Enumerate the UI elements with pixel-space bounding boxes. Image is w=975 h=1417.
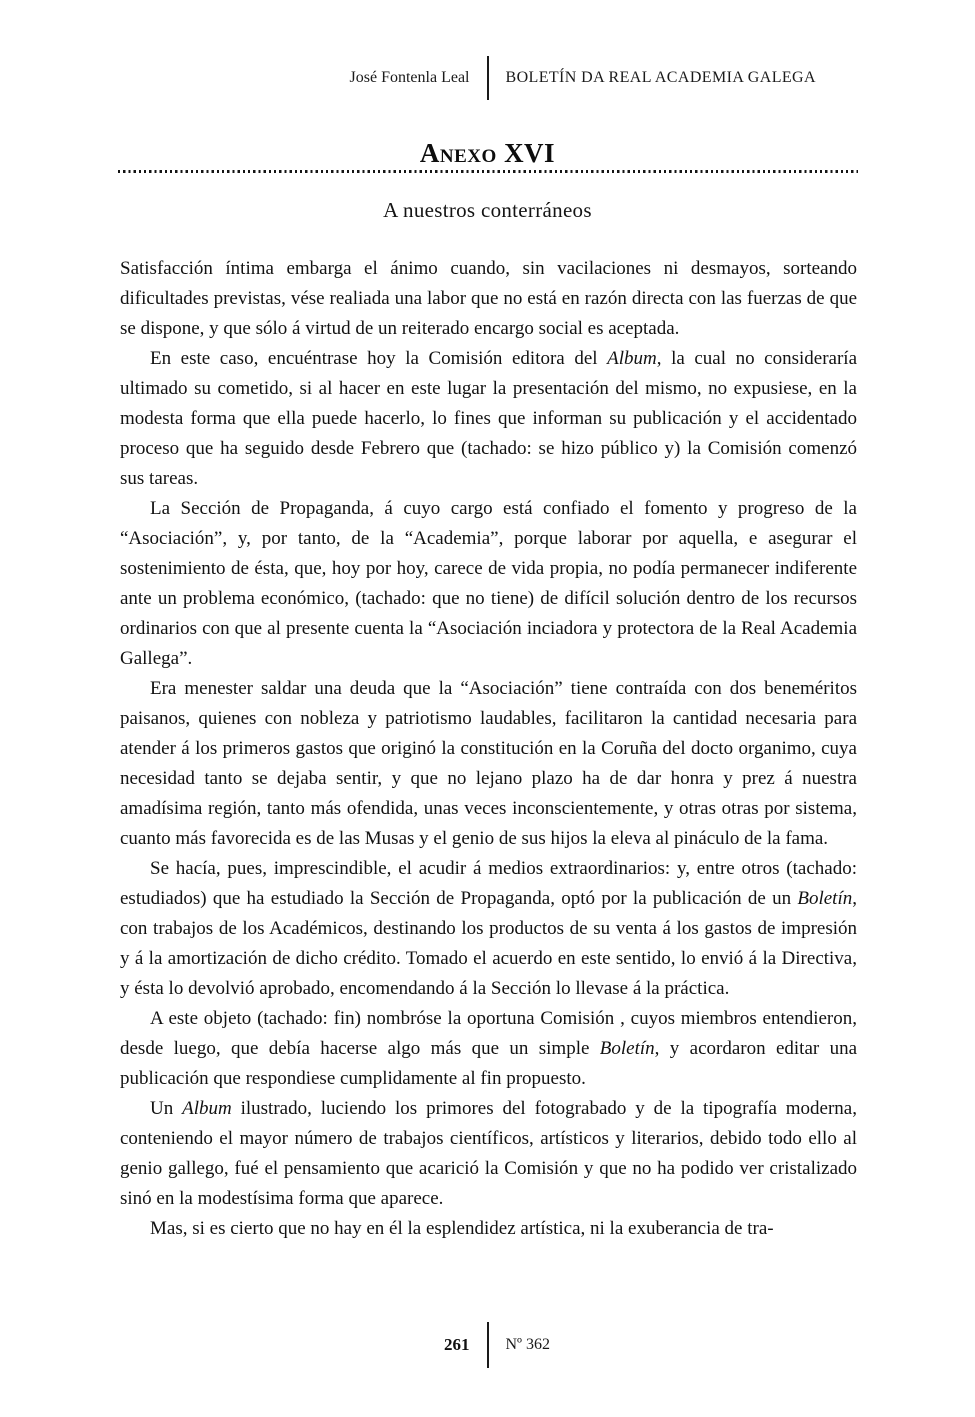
paragraph [120, 674, 857, 854]
text-run: ilustrado, luciendo los primores del fotograbado y de la tipografía moderna, conteniendo el mayor número de trabajos científicos, artísticos y literarios, debido todo ello al genio gallego, fué el pensamiento que acarició la Comisión y que no ha podido ver cristalizado sinó en la modestísima forma que aparece. [120, 1098, 857, 1209]
italic-text-run: Album [607, 348, 657, 369]
header-author: José Fontenla Leal [349, 69, 470, 86]
text-run: , y acordaron editar una publicación que respondiese cumplidamente al fin propuesto. [120, 1038, 858, 1089]
paragraph [120, 494, 857, 674]
italic-text-run: Album [182, 1098, 232, 1119]
paragraph [120, 854, 857, 1004]
text-run: Se hacía, pues, imprescindible, el acudir á medios extraordinarios: y, entre otros (tachado: estudiados) que ha estudiado la Sección de Propaganda, optó por la publicación de un [120, 858, 857, 909]
text-run: Satisfacción íntima embarga el ánimo cuando, sin vacilaciones ni desmayos, sorteando dificultades previstas, vése realiada una labor que no está en razón directa con las fuerzas de que se dispone, y que sólo á virtud de un reiterado encargo social es aceptada. [120, 258, 857, 339]
italic-text-run: Boletín [599, 1038, 655, 1059]
text-run: La Sección de Propaganda, á cuyo cargo está confiado el fomento y progreso de la “Asociación”, y, por tanto, de la “Academia”, porque laborar por aquella, e asegurar el sostenimiento de ésta, que, hoy por hoy, carece de vida propia, no podía permanecer indiferente ante un problema económico, (tachado: que no tiene) de difícil solución dentro de los recursos ordinarios con que al presente cuenta la “Asociación inciadora y protectora de la Real Academia Gallega”. [120, 498, 857, 669]
section-title-numeral: XVI [504, 138, 556, 168]
paragraph [120, 1214, 857, 1244]
issue-number: Nº 362 [505, 1336, 551, 1353]
italic-text-run: Boletín [797, 888, 853, 909]
page-header [0, 56, 975, 100]
body-text [120, 254, 857, 1244]
section-title-word: Anexo [419, 138, 497, 168]
text-run: A este objeto (tachado: fin) nombróse la oportuna Comisión , cuyos miembros entendieron, desde luego, que debía hacerse algo más que un simple [120, 1008, 857, 1059]
text-run: , la cual no consideraría ultimado su cometido, si al hacer en este lugar la presentación del mismo, no expusiese, en la modesta forma que ella puede hacerlo, lo fines que informan su publicación y el accidentado proceso que ha seguido desde Febrero que (tachado: se hizo público y) la Comisión comenzó sus tareas. [120, 348, 857, 489]
header-publication: BOLETÍN DA REAL ACADEMIA GALEGA [505, 69, 816, 86]
paragraph [120, 254, 857, 344]
section-title [0, 138, 975, 169]
dotted-rule [118, 170, 858, 173]
page-footer [0, 1322, 975, 1368]
text-run: , con trabajos de los Académicos, destinando los productos de su venta á los gastos de impresión y á la amortización de dicho crédito. Tomado el acuerdo en este sentido, lo envió á la Directiva, y ésta lo devolvió aprobado, encomendando á la Sección lo llevase á la práctica. [120, 888, 857, 999]
text-run: En este caso, encuéntrase hoy la Comisión editora del [150, 348, 608, 369]
paragraph [120, 1094, 857, 1214]
paragraph [120, 344, 857, 494]
document-subtitle: A nuestros conterráneos [383, 198, 592, 222]
text-run: Era menester saldar una deuda que la “Asociación” tiene contraída con dos beneméritos paisanos, quienes con nobleza y patriotismo laudables, facilitaron la cantidad necesaria para atender á los primeros gastos que originó la constitución en la Coruña del docto organimo, cuya necesidad tanto se dejaba sentir, y que no lejano plazo ha de dar honra y prez á nuestra amadísima región, tanto más ofendida, unas veces inconscientemente, y otras otras por sistema, cuanto más favorecida es de las Musas y el genio de sus hijos la eleva al pináculo de la fama. [120, 678, 857, 849]
text-run: Un [150, 1098, 183, 1119]
page-number: 261 [444, 1335, 470, 1354]
text-run: Mas, si es cierto que no hay en él la esplendidez artística, ni la exuberancia de tra- [150, 1218, 774, 1239]
paragraph [120, 1004, 857, 1094]
